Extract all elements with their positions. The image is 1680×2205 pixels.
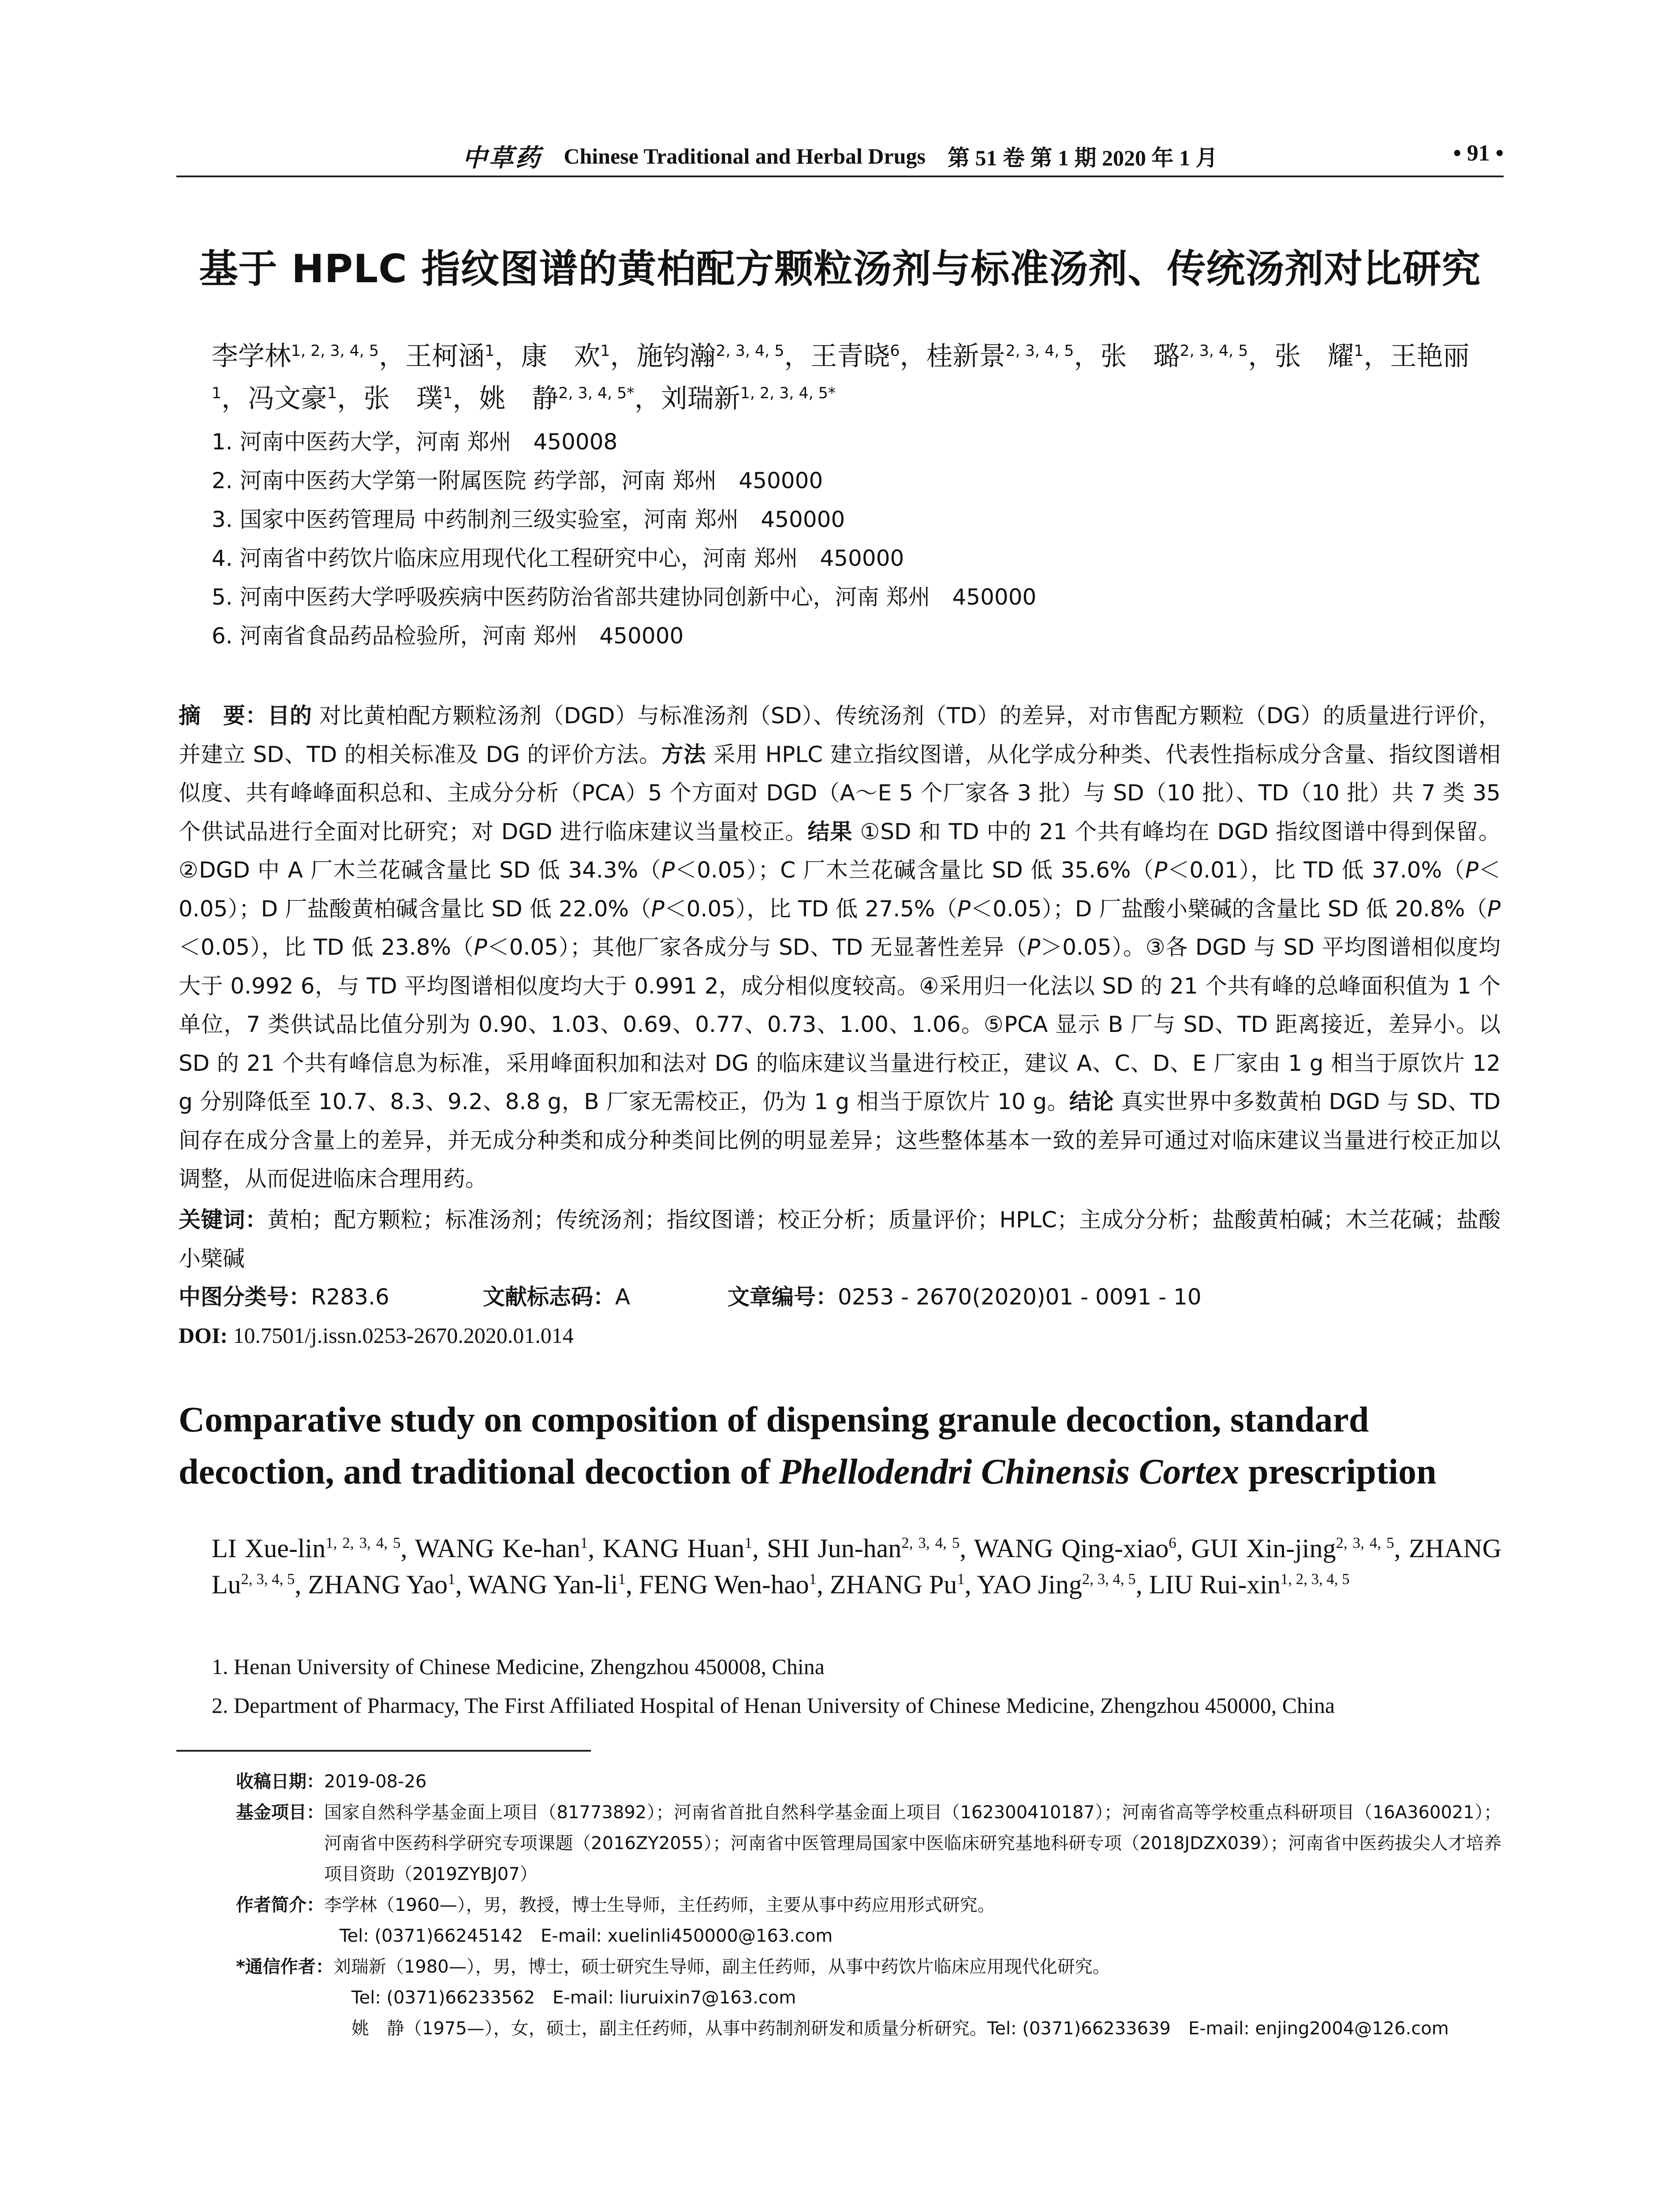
english-title-latin: Phellodendri Chinensis Cortex xyxy=(779,1451,1239,1491)
chinese-affiliations xyxy=(212,422,1504,655)
author-affiliation-sup: 2, 3, 4, 5 xyxy=(1005,342,1074,360)
author-affiliation-sup: 1 xyxy=(212,385,222,402)
results-text: ＞0.05）。③各 DGD 与 SD 平均图谱相似度均大于 0.992 6，与 TD 平均图谱相似度均大于 0.991 2，成分相似度较高。④采用归一化法以 SD 的 21 个共有峰的总峰面积值为 1 个单位，7 类供试品比值分别为 0.90、1.03、0.69、0.77、0.73、1.00、1.06。⑤PCA 显示 B 厂与 SD、TD 距离接近，差异小。以 SD 的 21 个共有峰信息为标准，采用峰面积加和法对 DG 的临床建议当量进行校正，建议 A、C、D、E 厂家由 1 g 相当于原饮片 12 g 分别降低至 10.7、8.3、9.2、8.8 g，B 厂家无需校正，仍为 1 g 相当于原饮片 10 g。 xyxy=(179,934,1501,1114)
author-name: 李学林 xyxy=(212,341,291,372)
author-affiliation-sup: 1 xyxy=(957,1570,965,1588)
page-number: • 91 • xyxy=(1453,141,1504,166)
doc-code-label: 文献标志码： xyxy=(483,1284,615,1310)
clc-label: 中图分类号： xyxy=(179,1284,311,1310)
english-title xyxy=(179,1394,1501,1498)
author-name: ZHANG Lu xyxy=(212,1534,1502,1599)
author-affiliation-sup: 2, 3, 4, 5 xyxy=(1180,342,1248,360)
affiliation-item: 2. 河南中医药大学第一附属医院 药学部，河南 郑州 450000 xyxy=(212,468,823,493)
p-symbol: P xyxy=(661,857,675,883)
doi-label: DOI: xyxy=(179,1323,228,1348)
author-name: 王艳丽 xyxy=(1390,341,1470,372)
corresp-contact: Tel: (0371)66233562 E-mail: liuruixin7@163.com xyxy=(351,1988,796,2008)
author-name: SHI Jun-han xyxy=(767,1534,902,1563)
affiliation-item: 4. 河南省中药饮片临床应用现代化工程研究中心，河南 郑州 450000 xyxy=(212,546,904,571)
author-affiliation-sup: 2, 3, 4, 5* xyxy=(558,385,635,402)
chinese-authors: 李学林$^{1, 2, 3, 4, 5}$，王柯涵$^1$，康 欢$^1$，施钧瀚$^{2, 3, 4, 5}$，王青晓$^6$，桂新景$^{2, 3, 4, 5}$，张 璐$^{2, 3, 4, 5}$，张 耀$^1$，王艳丽$^1$，冯文豪$^1$，张 璞$^1$，姚 静$^{2, 3, 4, 5*}$，刘瑞新$^{1, 2, 3, 4, 5*}$ xyxy=(212,341,1470,414)
issue-info: 第 51 卷 第 1 期 2020 年 1 月 xyxy=(947,146,1218,170)
author-name: ZHANG Pu xyxy=(830,1570,957,1599)
author-name: 王青晓 xyxy=(810,341,890,372)
english-affiliations xyxy=(212,1647,1504,1725)
author-name: ZHANG Yao xyxy=(308,1570,448,1599)
author-name: LI Xue-lin xyxy=(212,1534,326,1563)
corresp-second: 姚 静（1975—），女，硕士，副主任药师，从事中药制剂研发和质量分析研究。Tel: (0371)66233639 E-mail: enjing2004@126.com xyxy=(351,2018,1449,2039)
objective-text: 对比黄柏配方颗粒汤剂（DGD）与标准汤剂（SD）、传统汤剂（TD）的差异，对市售配方颗粒（DG）的质量进行评价，并建立 SD、TD 的相关标准及 DG 的评价方法。 xyxy=(179,703,1501,767)
results-text: ＜0.05）；D 厂盐酸黄柏碱含量比 SD 低 22.0%（ xyxy=(179,857,1501,922)
p-symbol: P xyxy=(1027,934,1041,960)
author-affiliation-sup: 1, 2, 3, 4, 5 xyxy=(325,1534,401,1551)
author-affiliation-sup: 6 xyxy=(890,342,900,360)
results-label: 结果 xyxy=(807,818,853,845)
journal-logo: 中草药 xyxy=(462,145,542,172)
author-intro-text: 李学林（1960—），男，教授，博士生导师，主任药师，主要从事中药应用形式研究。 xyxy=(324,1895,995,1915)
article-no-value: 0253 - 2670(2020)01 - 0091 - 10 xyxy=(838,1284,1202,1310)
affiliation-item: 3. 国家中医药管理局 中药制剂三级实验室，河南 郑州 450000 xyxy=(212,507,845,532)
author-affiliation-sup: 1 xyxy=(448,1570,455,1588)
author-affiliation-sup: 1 xyxy=(744,1534,752,1551)
received-value: 2019-08-26 xyxy=(324,1771,427,1792)
results-text: ＜0.05）；其他厂家各成分与 SD、TD 无显著性差异（ xyxy=(487,934,1027,960)
author-affiliation-sup: 1 xyxy=(1354,342,1364,360)
author-name: KANG Huan xyxy=(602,1534,745,1563)
english-title-text: prescription xyxy=(1239,1451,1437,1491)
keywords-label: 关键词： xyxy=(179,1207,268,1233)
fund-label: 基金项目： xyxy=(236,1802,324,1823)
author-name: YAO Jing xyxy=(977,1570,1082,1599)
author-intro-label: 作者简介： xyxy=(236,1895,324,1915)
p-symbol: P xyxy=(474,934,487,960)
author-affiliation-sup: 1, 2, 3, 4, 5 xyxy=(291,342,379,360)
english-title-text: Comparative study on composition of dispensing granule decoction, standard decoction, and traditional decoction of xyxy=(179,1399,1369,1491)
p-symbol: P xyxy=(957,896,971,922)
author-affiliation-sup: 1 xyxy=(485,342,495,360)
author-name: 桂新景 xyxy=(926,341,1006,372)
classification-line xyxy=(179,1278,1501,1317)
abstract-label: 摘 要： xyxy=(179,703,268,729)
footnote-rule xyxy=(176,1750,591,1752)
author-name: 冯文豪 xyxy=(248,383,328,414)
p-symbol: P xyxy=(651,896,665,922)
author-name: 施钧瀚 xyxy=(636,341,716,372)
author-affiliation-sup: 2, 3, 4, 5 xyxy=(1082,1570,1136,1588)
results-text: ＜0.05），比 TD 低 23.8%（ xyxy=(179,934,474,960)
conclusion-text: 真实世界中多数黄柏 DGD 与 SD、TD 间存在成分含量上的差异，并无成分种类和成分种类间比例的明显差异；这些整体基本一致的差异可通过对临床建议当量进行校正加以调整，从而促进临床合理用药。 xyxy=(179,1089,1501,1192)
corresponding-author xyxy=(236,1951,1501,1982)
author-name: WANG Yan-li xyxy=(468,1570,618,1599)
results-text: ①SD 和 TD 中的 21 个共有峰均在 DGD 指纹图谱中得到保留。②DGD 中 A 厂木兰花碱含量比 SD 低 34.3%（ xyxy=(179,818,1501,883)
author-affiliation-sup: 1 xyxy=(809,1570,817,1588)
author-affiliation-sup: 1 xyxy=(580,1534,588,1551)
author-affiliation-sup: 2, 3, 4, 5 xyxy=(241,1570,295,1588)
author-name: WANG Qing-xiao xyxy=(974,1534,1169,1563)
english-authors: LI Xue-lin$^{1, 2, 3, 4, 5}$, WANG Ke-han$^1$, KANG Huan$^1$, SHI Jun-han$^{2, 3, 4, 5}$, WANG Qing-xiao$^6$, GUI Xin-jing$^{2, 3, 4, 5}$, ZHANG Lu$^{2, 3, 4, 5}$, ZHANG Yao$^1$, WANG Yan-$li^1$, FENG Wen-hao$^1$, ZHANG Pu$^1$, YAO Jing$^{2, 3, 4, 5}$, LIU Rui-xin$^{1, 2, 3, 4, 5}$ xyxy=(212,1534,1502,1599)
fund-text: 国家自然科学基金面上项目（81773892）；河南省首批自然科学基金面上项目（162300410187）；河南省高等学校重点科研项目（16A360021）；河南省中医药科学研究专项课题（2016ZY2055）；河南省中医管理局国家中医临床研究基地科研专项（2018JDZX039）；河南省中医药拔尖人才培养项目资助（2019ZYBJ07） xyxy=(324,1802,1501,1884)
author-affiliation-sup: 1 xyxy=(618,1570,626,1588)
keywords-text: 黄柏；配方颗粒；标准汤剂；传统汤剂；指纹图谱；校正分析；质量评价；HPLC；主成分分析；盐酸黄柏碱；木兰花碱；盐酸小檗碱 xyxy=(179,1207,1501,1271)
keywords xyxy=(179,1201,1501,1278)
author-name: GUI Xin-jing xyxy=(1191,1534,1336,1563)
affiliation-item: 2. Department of Pharmacy, The First Affiliated Hospital of Henan University of Chinese Medicine, Zhengzhou 450000, China xyxy=(212,1693,1335,1718)
abstract xyxy=(179,697,1501,1199)
author-name: 张 璞 xyxy=(363,383,443,414)
methods-label: 方法 xyxy=(661,741,706,767)
author-name: FENG Wen-hao xyxy=(638,1570,809,1599)
results-text: ＜0.05）；D 厂盐酸小檗碱的含量比 SD 低 20.8%（ xyxy=(971,896,1487,922)
corresp-text: 刘瑞新（1980—），男，博士，硕士研究生导师，副主任药师，从事中药饮片临床应用现代化研究。 xyxy=(333,1957,1110,1977)
running-header xyxy=(176,140,1504,172)
author-name: 张 耀 xyxy=(1274,341,1354,372)
affiliation-item: 1. 河南中医药大学，河南 郑州 450008 xyxy=(212,429,618,455)
author-affiliation-sup: 1, 2, 3, 4, 5* xyxy=(740,385,836,402)
results-text: ＜0.05）；C 厂木兰花碱含量比 SD 低 35.6%（ xyxy=(675,857,1154,883)
clc-value: R283.6 xyxy=(311,1284,389,1310)
author-affiliation-sup: 2, 3, 4, 5 xyxy=(901,1534,960,1551)
footnotes xyxy=(236,1766,1501,2044)
affiliation-item: 5. 河南中医药大学呼吸疾病中医药防治省部共建协同创新中心，河南 郑州 450000 xyxy=(212,584,1037,610)
author-name: 姚 静 xyxy=(479,383,559,414)
corresp-label: *通信作者： xyxy=(236,1957,333,1977)
doi-value: 10.7501/j.issn.0253-2670.2020.01.014 xyxy=(233,1323,574,1348)
methods-text: 采用 HPLC 建立指纹图谱，从化学成分种类、代表性指标成分含量、指纹图谱相似度、共有峰峰面积总和、主成分分析（PCA）5 个方面对 DGD（A～E 5 个厂家各 3 批）与 SD（10 批）、TD（10 批）共 7 类 35 个供试品进行全面对比研究；对 DGD 进行临床建议当量校正。 xyxy=(179,741,1501,845)
author-affiliation-sup: 2, 3, 4, 5 xyxy=(1336,1534,1394,1551)
author-name: 王柯涵 xyxy=(405,341,485,372)
author-affiliation-sup: 1, 2, 3, 4, 5 xyxy=(1281,1570,1350,1588)
affiliation-item: 1. Henan University of Chinese Medicine, Zhengzhou 450008, China xyxy=(212,1654,825,1679)
affiliation-item: 6. 河南省食品药品检验所，河南 郑州 450000 xyxy=(212,623,684,649)
author-intro xyxy=(236,1890,1501,1921)
results-text: ＜0.01），比 TD 低 37.0%（ xyxy=(1167,857,1465,883)
author-name: LIU Rui-xin xyxy=(1149,1570,1281,1599)
author-name: 康 欢 xyxy=(521,341,601,372)
objective-label: 目的 xyxy=(267,703,312,729)
conclusion-label: 结论 xyxy=(1069,1089,1114,1114)
p-symbol: P xyxy=(1465,857,1478,883)
results-text: ＜0.05），比 TD 低 27.5%（ xyxy=(664,896,957,922)
author-affiliation-sup: 1 xyxy=(600,342,610,360)
received-label: 收稿日期： xyxy=(236,1771,324,1792)
author-affiliation-sup: 6 xyxy=(1169,1534,1176,1551)
fund-info xyxy=(236,1797,1501,1890)
author-name: 张 璐 xyxy=(1100,341,1180,372)
author-name: WANG Ke-han xyxy=(414,1534,580,1563)
author-affiliation-sup: 1 xyxy=(327,385,337,402)
chinese-title: 基于 HPLC 指纹图谱的黄柏配方颗粒汤剂与标准汤剂、传统汤剂对比研究 xyxy=(199,246,1481,292)
author-affiliation-sup: 2, 3, 4, 5 xyxy=(716,342,784,360)
doc-code-value: A xyxy=(615,1284,631,1310)
journal-title: Chinese Traditional and Herbal Drugs xyxy=(564,144,926,168)
header-rule xyxy=(176,176,1504,177)
p-symbol: P xyxy=(1487,896,1501,922)
p-symbol: P xyxy=(1154,857,1168,883)
author-contact: Tel: (0371)66245142 E-mail: xuelinli450000@163.com xyxy=(340,1926,833,1946)
author-name: 刘瑞新 xyxy=(661,383,740,414)
article-no-label: 文章编号： xyxy=(728,1284,838,1310)
doi-line xyxy=(179,1316,574,1355)
author-affiliation-sup: 1 xyxy=(443,385,453,402)
received-date xyxy=(236,1766,1501,1797)
